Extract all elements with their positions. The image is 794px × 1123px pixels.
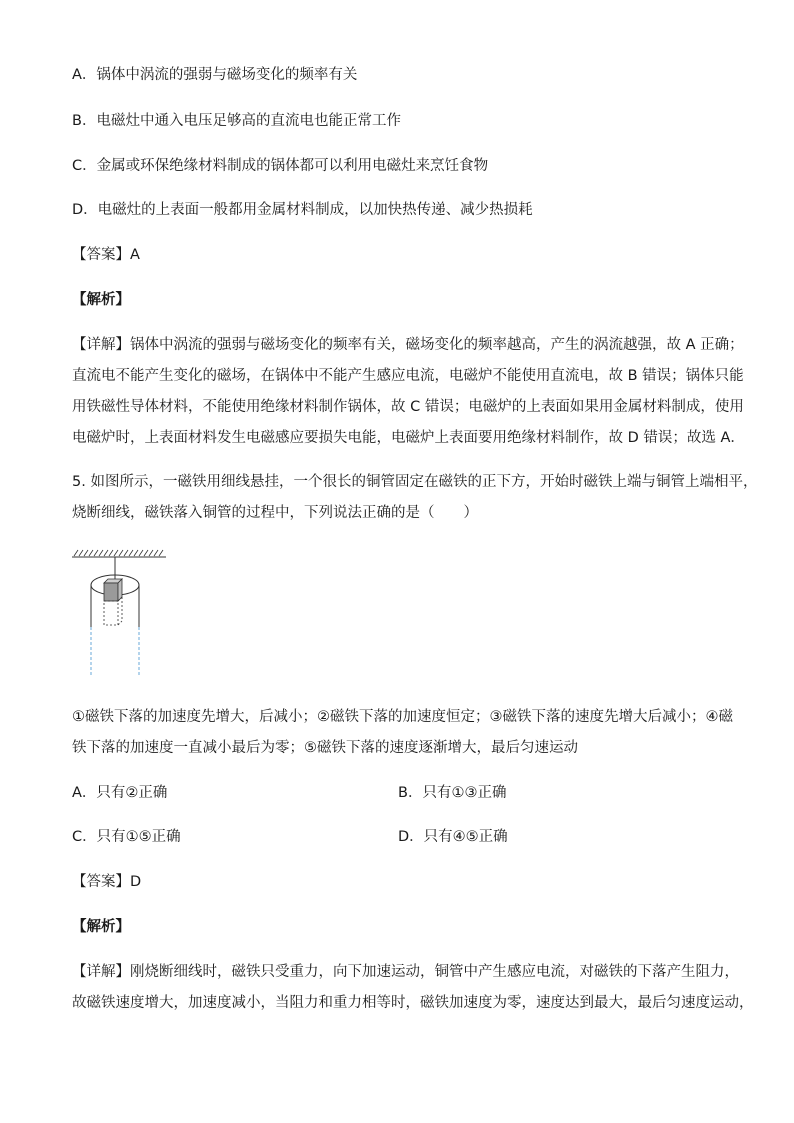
q5-statements-line-1: ①磁铁下落的加速度先增大，后减小；②磁铁下落的加速度恒定；③磁铁下落的速度先增大后减小；④磁 — [72, 709, 733, 725]
magnet — [104, 579, 122, 625]
q4-option-c: C．金属或环保绝缘材料制成的锅体都可以利用电磁灶来烹饪食物 — [72, 158, 489, 174]
q4-option-b: B．电磁灶中通入电压足够高的直流电也能正常工作 — [72, 113, 401, 129]
q5-option-b: B．只有①③正确 — [398, 785, 507, 801]
q4-detail-line-1: 【详解】锅体中涡流的强弱与磁场变化的频率有关，磁场变化的频率越高，产生的涡流越强，故 A 正确； — [72, 337, 744, 353]
q4-detail-line-2: 直流电不能产生变化的磁场，在锅体中不能产生感应电流，电磁炉不能使用直流电，故 B 错误；锅体只能 — [72, 368, 744, 384]
q4-analysis-label: 【解析】 — [72, 292, 130, 308]
q4-option-d: D．电磁灶的上表面一般都用金属材料制成，以加快热传递、减少热损耗 — [72, 202, 533, 218]
q5-analysis-label: 【解析】 — [72, 919, 130, 935]
q5-option-c: C．只有①⑤正确 — [72, 829, 181, 845]
q5-option-d: D．只有④⑤正确 — [398, 829, 508, 845]
q5-answer: 【答案】D — [72, 874, 142, 890]
q4-detail-line-4: 电磁炉时，上表面材料发生电磁感应要损失电能，电磁炉上表面要用绝缘材料制作，故 D 错误；故选 A． — [72, 430, 745, 446]
q4-option-a: A．锅体中涡流的强弱与磁场变化的频率有关 — [72, 67, 358, 83]
q5-detail-line-1: 【详解】刚烧断细线时，磁铁只受重力，向下加速运动，铜管中产生感应电流，对磁铁的下落产生阻力， — [72, 964, 739, 980]
q5-stem-line-1: 5. 如图所示，一磁铁用细线悬挂，一个很长的铜管固定在磁铁的正下方，开始时磁铁上端与铜管上端相平， — [72, 474, 758, 490]
q4-answer: 【答案】A — [72, 247, 140, 263]
magnet-copper-tube-figure — [68, 545, 178, 685]
ceiling-support — [72, 550, 166, 557]
q5-statements-line-2: 铁下落的加速度一直减小最后为零；⑤磁铁下落的速度逐渐增大，最后匀速运动 — [72, 740, 578, 756]
q5-option-a: A．只有②正确 — [72, 785, 168, 801]
q4-detail-line-3: 用铁磁性导体材料，不能使用绝缘材料制作锅体，故 C 错误；电磁炉的上表面如果用金属材料制成，使用 — [72, 399, 744, 415]
q5-detail-line-2: 故磁铁速度增大，加速度减小，当阻力和重力相等时，磁铁加速度为零，速度达到最大，最后匀速度运动， — [72, 995, 754, 1011]
q5-stem-line-2: 烧断细线，磁铁落入铜管的过程中，下列说法正确的是（ ） — [72, 505, 478, 521]
